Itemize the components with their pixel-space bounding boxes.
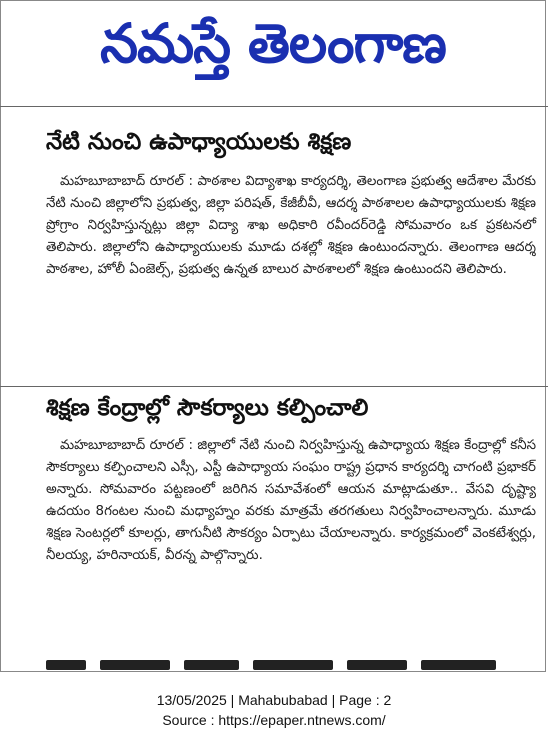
divider bbox=[0, 386, 548, 387]
divider bbox=[0, 106, 548, 107]
article-body bbox=[0, 165, 546, 281]
footer-source-line: Source : https://epaper.ntnews.com/ bbox=[162, 712, 386, 728]
article-1 bbox=[0, 100, 546, 281]
article-2 bbox=[0, 380, 546, 567]
truncated-headline bbox=[46, 656, 506, 670]
footer-date-line: 13/05/2025 | Mahabubabad | Page : 2 bbox=[156, 692, 392, 708]
article-headline: శిక్షణ కేంద్రాల్లో సౌకర్యాలు కల్పించాలి bbox=[46, 395, 369, 421]
article-paragraph: మహబూబాబాద్ రూరల్ : జిల్లాలో నేటి నుంచి నిర్వహిస్తున్న ఉపాధ్యాయ శిక్షణ కేంద్రాల్లో కనీస సౌకర్యాలు కల్పించాలని ఎస్సీ, ఎస్టీ ఉపాధ్యాయ సంఘం రాష్ట్ర ప్రధాన కార్యదర్శి చాగంటి ప్రభాకర్ అన్నారు. సోమవారం పట్టణంలో జరిగిన సమావేశంలో ఆయన మాట్లాడుతూ.. వేసవి దృష్ట్యా ఉదయం 8గంటల నుంచి మధ్యాహ్నం వరకు మాత్రమే తరగతులు నిర్వహించాలన్నారు. మూడు శిక్షణ సెంటర్లలో కూలర్లు, తాగునీటి సౌకర్యం ఏర్పాటు చేయాలన్నారు. కార్యక్రమంలో వెంకటేశ్వర్లు, నీలయ్య, హరినాయక్, వీరన్న పాల్గొన్నారు. bbox=[46, 438, 536, 563]
masthead bbox=[0, 0, 546, 100]
article-body bbox=[0, 429, 546, 567]
masthead-logo: నమస్తే తెలంగాణ bbox=[100, 11, 446, 75]
article-paragraph: మహబూబాబాద్ రూరల్ : పాఠశాల విద్యాశాఖ కార్యదర్శి, తెలంగాణ ప్రభుత్వ ఆదేశాల మేరకు నేటి నుంచి జిల్లాలోని ప్రభుత్వ, జిల్లా పరిషత్, కేజీబీవీ, ఆదర్శ పాఠశాలల ఉపాధ్యాయులకు శిక్షణ ప్రోగ్రాం నిర్వహిస్తున్నట్లు జిల్లా విద్యా శాఖ అధికారి రవీందర్‌రెడ్డి సోమవారం ఒక ప్రకటనలో తెలిపారు. జిల్లాలోని ఉపాధ్యాయులకు మూడు దశల్లో శిక్షణ ఉంటుందన్నారు. తెలంగాణ ఆదర్శ పాఠశాల, హోలీ ఏంజెల్స్, ప్రభుత్వ ఉన్నత బాలుర పాఠశాలలో శిక్షణ ఉంటుందని తెలిపారు. bbox=[46, 174, 536, 277]
footer bbox=[0, 690, 548, 730]
article-headline: నేటి నుంచి ఉపాధ్యాయులకు శిక్షణ bbox=[46, 129, 352, 155]
